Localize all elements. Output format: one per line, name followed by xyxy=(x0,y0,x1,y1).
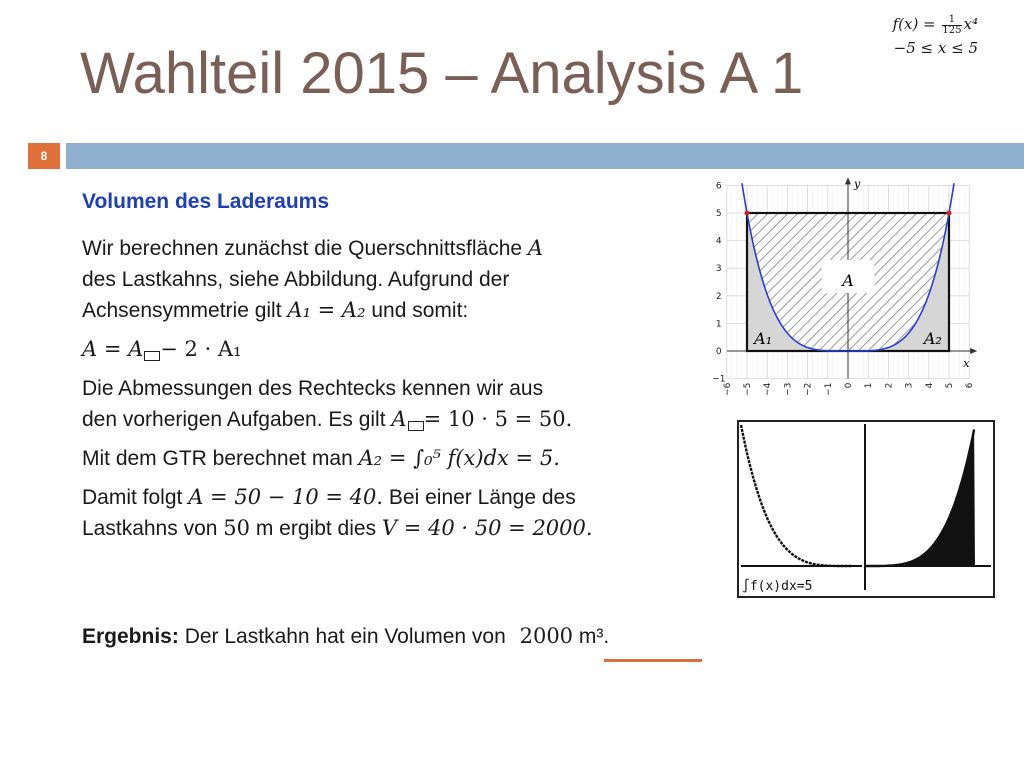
p1-text-c: Achsensymmetrie gilt xyxy=(82,299,282,322)
area-a1-label: A₁ xyxy=(754,329,773,349)
header-band xyxy=(66,143,1024,169)
area-equation xyxy=(82,334,702,365)
y-tick-label: −1 xyxy=(712,374,726,385)
p1-text-b: des Lastkahns, siehe Abbildung. Aufgrund der xyxy=(82,268,510,291)
p3-integral: A₂ = ∫₀⁵ f(x)dx = 5. xyxy=(358,446,560,470)
p3-text: Mit dem GTR berechnet man xyxy=(82,447,353,470)
y-tick-label: 1 xyxy=(715,319,722,330)
y-tick-label: 2 xyxy=(715,291,722,302)
function-definition xyxy=(893,12,978,60)
slide-content xyxy=(82,186,702,544)
function-graph xyxy=(676,176,1000,406)
x-tick-label: −5 xyxy=(743,382,753,396)
x-tick-label: −6 xyxy=(722,382,733,396)
y-tick-label: 4 xyxy=(715,236,722,247)
x-tick-label: 3 xyxy=(904,382,915,389)
result-line xyxy=(82,624,609,649)
formula-fraction xyxy=(942,15,961,36)
p1-text-a: Wir berechnen zunächst die Querschnittsfläche xyxy=(82,237,523,260)
frac-numerator: 1 xyxy=(942,15,961,26)
p4-volume-eq: V = 40 · 50 = 2000. xyxy=(381,516,593,540)
y-tick-label: 3 xyxy=(715,264,722,275)
calculator-readout: ∫f(x)dx=5 xyxy=(742,579,813,594)
p4-length: 50 xyxy=(223,516,251,540)
y-tick-label: 6 xyxy=(715,181,722,192)
result-end: . xyxy=(603,625,610,648)
rectangle-symbol-icon xyxy=(144,351,160,361)
paragraph-1 xyxy=(82,233,702,326)
x-tick-label: −3 xyxy=(783,382,794,396)
result-label: Ergebnis: xyxy=(82,625,179,648)
p2-text-b: den vorherigen Aufgaben. Es gilt xyxy=(82,408,386,431)
area-a2-label: A₂ xyxy=(923,329,942,349)
page-title: Wahlteil 2015 – Analysis A 1 xyxy=(80,41,804,106)
p2-text-a: Die Abmessungen des Rechtecks kennen wir aus xyxy=(82,377,544,400)
paragraph-4 xyxy=(82,482,702,544)
calculator-screen xyxy=(737,420,995,598)
y-tick-label: 0 xyxy=(715,347,722,357)
x-tick-label: 5 xyxy=(945,382,955,389)
x-tick-label: −2 xyxy=(803,382,814,396)
p1-equation: A₁ = A₂ xyxy=(287,298,366,322)
x-tick-label: 6 xyxy=(965,382,976,389)
slide-number: 8 xyxy=(28,143,60,169)
intersection-point-right xyxy=(947,211,952,216)
p4-text-d: m ergibt dies xyxy=(255,517,377,540)
y-tick-label: 5 xyxy=(715,209,722,219)
function-formula xyxy=(893,12,978,36)
formula-lhs: f(x) = xyxy=(892,15,936,33)
p4-equation: A = 50 − 10 = 40. xyxy=(188,485,384,509)
formula-rhs: x⁴ xyxy=(963,15,978,33)
p4-text-a: Damit folgt xyxy=(82,486,183,509)
x-tick-label: −4 xyxy=(763,382,774,396)
function-domain: −5 ≤ x ≤ 5 xyxy=(893,39,978,57)
y-axis-arrow-icon xyxy=(845,177,851,184)
result-unit: m³ xyxy=(578,625,604,648)
x-tick-label: −1 xyxy=(823,382,834,396)
x-tick-label: 2 xyxy=(884,382,895,389)
y-axis-label: y xyxy=(854,177,861,191)
p1-symbol-a: A xyxy=(527,236,544,260)
x-axis-arrow-icon xyxy=(970,348,977,354)
frac-denominator: 125 xyxy=(942,24,962,36)
eq-rest: − 2 · A₁ xyxy=(160,337,242,361)
result-value: 2000 xyxy=(519,624,574,648)
x-tick-label: 1 xyxy=(864,382,875,389)
result-underline xyxy=(604,659,702,662)
x-tick-label: 4 xyxy=(924,382,935,389)
p2-equation: = 10 · 5 = 50. xyxy=(423,407,573,431)
paragraph-2 xyxy=(82,373,702,435)
p1-text-d: und somit: xyxy=(371,299,469,322)
rectangle-symbol-icon xyxy=(408,421,424,431)
x-tick-label: 0 xyxy=(844,382,854,389)
result-text: Der Lastkahn hat ein Volumen von xyxy=(184,625,506,648)
p2-symbol-a: A xyxy=(391,407,407,431)
p4-text-c: Lastkahns von xyxy=(82,517,218,540)
eq-lhs: A = A xyxy=(82,337,144,361)
paragraph-3 xyxy=(82,443,702,474)
subheading: Volumen des Laderaums xyxy=(82,190,330,213)
p4-text-b: Bei einer Länge des xyxy=(388,486,576,509)
intersection-point-left xyxy=(745,211,750,216)
area-a-label: A xyxy=(842,271,854,291)
x-axis-label: x xyxy=(963,357,970,370)
